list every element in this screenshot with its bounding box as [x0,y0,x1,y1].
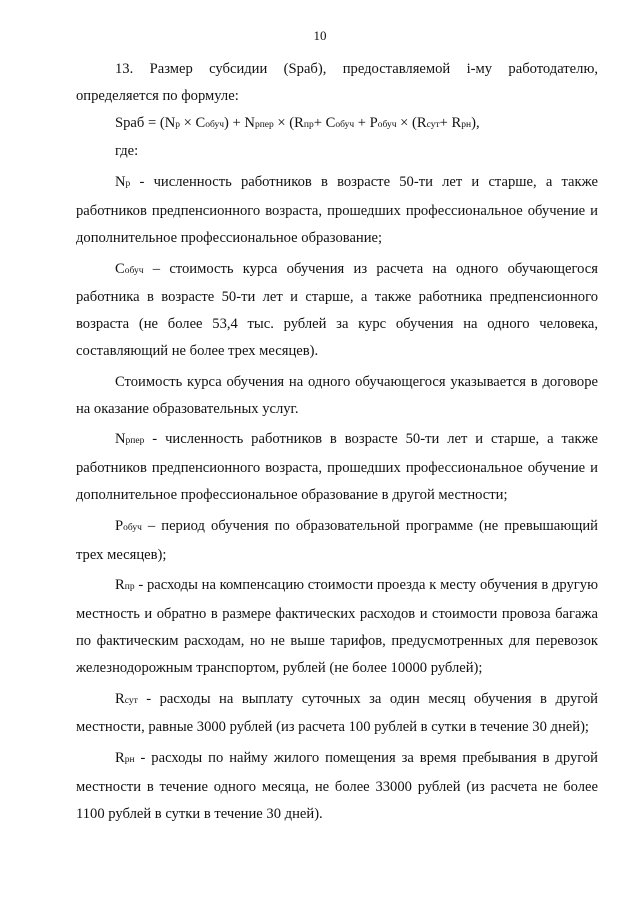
document-body [76,56,598,828]
definition-subscript: р [125,179,131,190]
definition-symbol: Р [115,517,124,534]
formula-part: + С [313,114,336,131]
definition-symbol: R [115,690,125,707]
formula-part: + R [439,114,462,131]
definition-symbol: С [115,260,125,277]
definition-subscript: обуч [124,265,144,276]
formula-part: × (R [396,114,427,131]
where-label: где: [115,143,139,160]
paragraph-item-13: 13. Размер субсидии (Sраб), предоставляемой i-му работодателю, определяется по формуле: [76,61,598,104]
definition-subscript: сут [124,695,138,706]
definition-symbol: R [115,750,125,767]
formula-subscript: р [175,119,181,130]
definition-text: - численность работников в возрасте 50-ти лет и старше, а также работников предпенсионного возраста, прошедших профессиональное обучение и дополнительное профессиональное образование; [76,174,598,246]
definition-c-obuch [76,256,598,365]
definition-text: - расходы на выплату суточных за один месяц обучения в другой местности, равные 3000 рублей (из расчета 100 рублей в сутки в течение 30 дней); [76,690,598,736]
formula-part: = (N [144,114,176,131]
formula-part: ) + N [224,114,255,131]
formula-subscript: пр [303,119,314,130]
formula-part: × С [180,114,206,131]
subsidy-formula [76,110,598,139]
formula-subscript: обуч [377,119,397,130]
definition-r-sut [76,686,598,742]
formula-subscript: рн [461,119,472,130]
formula-part: + Р [354,114,378,131]
formula-subscript: обуч [335,119,355,130]
definition-text: – стоимость курса обучения из расчета на одного обучающегося работника в возрасте 50-ти лет и старше, а также работника предпенсионного возраста (не более 53,4 тыс. рублей за курс обучения на одного человека, составляющий не более трех месяцев). [76,260,598,359]
definition-p-obuch [76,513,598,569]
definition-text: – период обучения по образовательной программе (не превышающий трех месяцев); [76,517,598,563]
definition-r-pr [76,572,598,681]
definition-text: - численность работников в возрасте 50-ти лет и старше, а также работников предпенсионного возраста, прошедших профессиональное обучение и дополнительное профессиональное образование в другой местности; [76,431,598,503]
definition-n-rper [76,426,598,508]
definition-symbol: R [115,577,125,594]
definition-symbol: N [115,431,126,448]
formula-part: ), [471,114,480,131]
formula-lhs: Sраб [115,114,145,131]
formula-subscript: обуч [205,119,225,130]
definition-text: - расходы на компенсацию стоимости проезда к месту обучения в другую местность и обратно в размере фактических расходов и стоимости провоза багажа по фактическим расходам, но не выше тарифов, предусмотренных для перевозок железнодорожным транспортом, рублей (не более 10000 рублей); [76,577,598,676]
definition-n-r [76,169,598,251]
definition-subscript: рн [124,755,135,766]
formula-part: × (R [273,114,304,131]
formula-subscript: рпер [254,119,274,130]
definition-subscript: пр [124,582,135,593]
page-number: 10 [313,28,327,43]
definition-subscript: рпер [125,436,145,447]
definition-text: - расходы по найму жилого помещения за время пребывания в другой местности в течение одного месяца, не более 33000 рублей (из расчета не более 1100 рублей в сутки в течение 30 дней). [76,750,598,822]
definition-subscript: обуч [123,522,142,533]
formula-subscript: сут [426,119,440,130]
paragraph-course-cost: Стоимость курса обучения на одного обучающегося указывается в договоре на оказание образовательных услуг. [76,373,598,417]
definition-r-rn [76,745,598,827]
definition-symbol: N [115,174,126,191]
